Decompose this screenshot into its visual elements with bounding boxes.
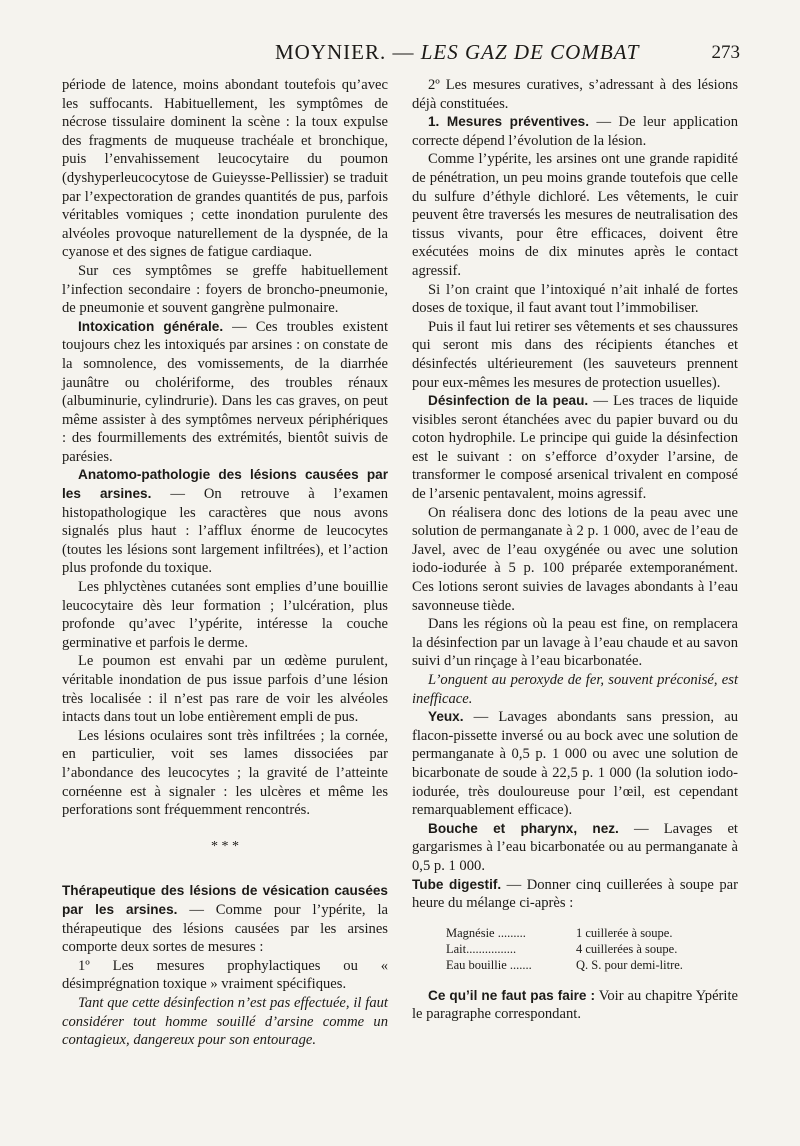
paragraph-text: — Comme pour l’ypérite, la thérapeutique des lésions causées par les arsines comporte deux sortes de mesures : <box>62 901 388 956</box>
paragraph <box>62 466 388 578</box>
paragraph: Les lésions oculaires sont très infiltrées ; la cornée, en particulier, voit ses lames dissociées par l’abondance des leucocytes ; la gravité de l’atteinte cornéenne est à signaler : les ulcères et même les perforations sont fréquemment rencontrés. <box>62 727 388 819</box>
paragraph: 2º Les mesures curatives, s’adressant à des lésions déjà constituées. <box>412 77 738 112</box>
page-number: 273 <box>711 42 740 63</box>
section-heading: Tube digestif. <box>412 876 502 892</box>
section-heading: Ce qu’il ne faut pas faire : <box>428 987 596 1003</box>
recipe-ingredient: Eau bouillie ....... <box>446 957 532 972</box>
recipe-ingredient: Lait................ <box>446 941 517 956</box>
paragraph <box>412 820 738 876</box>
paragraph: Puis il faut lui retirer ses vêtements et ses chaussures qui seront mis dans des récipients étanches et désinfectés ultérieurement (les sauveteurs prennent pour eux-mêmes les mesures de protection usuelles). <box>412 318 738 391</box>
paragraph: On réalisera donc des lotions de la peau avec une solution de permanganate à 2 p. 1 000, avec de l’eau de Javel, avec de l’eau oxygénée ou avec une solution iodo-iodurée à 5 p. 100 préparée extemporanément. Ces lotions seront suivies de lavages abondants à l’eau savonneuse tiède. <box>412 504 738 614</box>
section-heading: Thérapeutique des lésions de vésication causées par les arsines. <box>62 883 388 917</box>
paragraph: Dans les régions où la peau est fine, on remplacera la désinfection par un lavage à l’eau chaude et au savon suivi d’un rinçage à l’eau bicarbonatée. <box>412 616 738 670</box>
recipe-row <box>446 925 738 941</box>
paragraph <box>62 882 388 956</box>
book-title: LES GAZ DE COMBAT <box>420 40 640 64</box>
paragraph <box>412 876 738 913</box>
section-heading: Intoxication générale. <box>78 318 224 334</box>
italic-paragraph: Tant que cette désinfection n’est pas effectuée, il faut considérer tout homme souillé d’arsine comme un contagieux, dangereux pour son entourage. <box>62 994 388 1049</box>
section-heading: Bouche et pharynx, nez. <box>428 820 619 836</box>
recipe-dose: Q. S. pour demi-litre. <box>576 957 683 972</box>
paragraph: Si l’on craint que l’intoxiqué n’ait inhalé de fortes doses de toxique, il faut avant tout l’immobiliser. <box>412 281 738 317</box>
title-dash: — <box>392 40 415 64</box>
running-header <box>60 40 740 68</box>
paragraph-text: — Lavages et gargarismes à l’eau bicarbonatée ou au permanganate à 0,5 p. 1 000. <box>412 820 738 874</box>
paragraph-text: — Ces troubles existent toujours chez les intoxiqués par arsines : on constate de la somnolence, des vomissements, de la diarrhée jaunâtre ou cholériforme, des troubles rénaux (albuminurie, cylindrurie). Dans les cas graves, on peut même assister à des symptômes nerveux périphériques : des fourmillements des extrémités, bientôt suivis de parésies. <box>62 318 388 465</box>
paragraph <box>62 318 388 467</box>
paragraph: 1º Les mesures prophylactiques ou « désimprégnation toxique » vraiment spécifiques. <box>62 957 388 993</box>
italic-paragraph: L’onguent au peroxyde de fer, souvent préconisé, est inefficace. <box>412 672 738 707</box>
section-heading: 1. Mesures préventives. <box>428 114 590 130</box>
section-heading: Désinfection de la peau. <box>428 393 589 409</box>
recipe-table <box>446 925 738 973</box>
recipe-dose: 4 cuillerées à soupe. <box>576 941 678 956</box>
paragraph <box>412 987 738 1024</box>
paragraph <box>412 392 738 504</box>
paragraph-text: — Lavages abondants sans pression, au flacon-pissette inversé ou au bock avec une solution de permanganate à 0,5 p. 1 000 ou avec une solution de bicarbonate de soude à 22,5 p. 1 000 (la solution iodo-iodurée, très douloureuse pour l’œil, est cependant remarquablement efficace). <box>412 709 738 819</box>
paragraph-text: — De leur application correcte dépend l’évolution de la lésion. <box>412 114 738 149</box>
paragraph-text: Voir au chapitre Ypérite le paragraphe correspondant. <box>412 987 738 1023</box>
paragraph: Les phlyctènes cutanées sont emplies d’une bouillie leucocytaire dès leur formation ; l’ulcération, plus profonde qu’avec l’ypérite, intéresse la couche germinative et parfois le derme. <box>62 579 388 651</box>
recipe-ingredient: Magnésie ......... <box>446 925 526 940</box>
paragraph <box>412 113 738 150</box>
paragraph-text: — Les traces de liquide visibles seront étanchées avec du papier buvard ou du coton hydrophile. Le principe qui guide la désinfection est le suivant : on s’efforce d’oxyder l’arsine, de transformer le composé arsenical trivalent en composé de l’arsenic pentavalent, moins agressif. <box>412 393 738 503</box>
right-column <box>412 76 738 1024</box>
paragraph: Comme l’ypérite, les arsines ont une grande rapidité de pénétration, un peu moins grande toutefois que celle du sulfure d’éthyle dichloré. Les vêtements, le cuir peuvent être traversés les mesures de neutralisation des tissus vivants, pour être efficaces, doivent être exécutées moins de dix minutes après le contact agressif. <box>412 151 738 279</box>
author-name: MOYNIER. <box>275 40 387 64</box>
paragraph: Le poumon est envahi par un œdème purulent, véritable inondation de pus issue parfois d’une lésion très localisée : il n’est pas rare de voir les alvéoles intacts dans tout un lobe entièrement empli de pus. <box>62 653 388 726</box>
paragraph: période de latence, moins abondant toutefois qu’avec les suffocants. Habituellement, les symptômes de nécrose tissulaire dominent la scène : la toux expulse des fragments de muqueuse trachéale et bronchique, puis l’envahissement leucocytaire du poumon (dyshyperleucocytose de Guieysse-Pellissier) se traduit par l’expectoration de grandes quantités de pus, parfois véritables vomiques ; cette inondation purulente des alvéoles provoque naturellement de la dyspnée, de la cyanose et des signes de fatigue cardiaque. <box>62 77 388 261</box>
section-heading: Anatomo-pathologie des lésions causées par les arsines. <box>62 467 388 502</box>
section-heading: Yeux. <box>428 709 464 725</box>
paragraph-text: — On retrouve à l’examen histopathologique les caractères que nous avons signalés plus haut : l’afflux énorme de leucocytes (toutes les lésions sont largement infiltrées), et l’action plus profonde du toxique. <box>62 486 388 577</box>
running-title <box>275 40 639 65</box>
recipe-row <box>446 941 738 957</box>
paragraph: Sur ces symptômes se greffe habituellement l’infection secondaire : foyers de broncho-pneumonie, de pneumonie et souvent gangrène pulmonaire. <box>62 262 388 317</box>
paragraph-text: — Donner cinq cuillerées à soupe par heure du mélange ci-après : <box>412 876 738 912</box>
recipe-row <box>446 957 738 973</box>
paragraph <box>412 708 738 820</box>
left-column <box>62 76 388 1050</box>
asterism-separator: * * * <box>211 838 239 854</box>
recipe-dose: 1 cuillerée à soupe. <box>576 925 673 940</box>
